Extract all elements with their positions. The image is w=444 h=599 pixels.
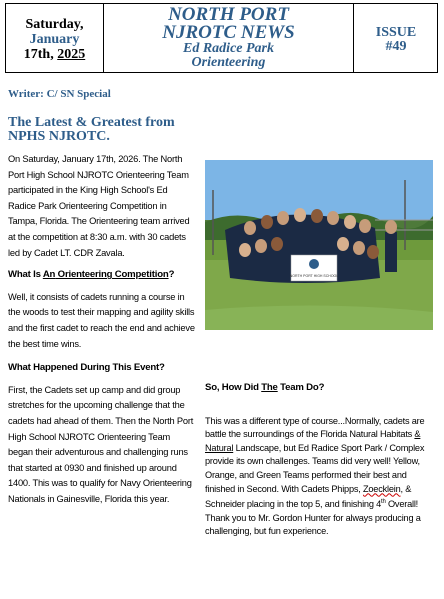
question-heading-3: [205, 381, 435, 395]
answer-paragraph-2: First, the Cadets set up camp and did group stretches for the upcoming challenge that the cadets had ahead of them. Then the North Port High School NJROTC Orienteering Team began their adventurous and challenging runs that started at 0930 and finished up around 1400. This was to qualify for Navy Orienteering Nationals in Gainesville, Florida this year.: [8, 384, 194, 504]
date-day-year: [6, 47, 103, 62]
left-column: [8, 152, 196, 507]
results-misspelled-name: Zoecklein: [362, 483, 401, 494]
writer-byline: Writer: C/ SN Special: [8, 88, 111, 100]
q1-underlined: An: [42, 269, 56, 281]
results-underlined: & Natural: [205, 429, 421, 453]
results-text-1: This was a different type of course...Normally, cadets are battle the surroundings of the Florida Natural Habitats: [205, 415, 425, 440]
results-text-3: , & Schneider placing in the top 5, and finishing 4: [205, 483, 412, 510]
results-superscript: th: [381, 499, 386, 506]
date-day: 17th,: [23, 47, 58, 62]
q3-text-end: Team Do?: [277, 382, 325, 393]
q1-underlined-2: Orienteering Competition: [55, 269, 169, 281]
intro-paragraph: On Saturday, January 17th, 2026. The North Port High School NJROTC Orienteering Team participated in the King High School's Ed Radice Park Orienteering Competition in Tampa, Florida. The Orienteering team arrived at the competition at 8:30 a.m. with 30 cadets led by Cadet LT. CDR Zavala.: [8, 154, 190, 258]
issue-label: ISSUE: [375, 25, 417, 40]
date-weekday: Saturday,: [25, 17, 84, 32]
issue-value: #49: [385, 39, 407, 54]
results-text-4: Overall! Thank you to Mr. Gordon Hunter for always producing a challenging, but fun experience.: [205, 499, 421, 537]
banner-caption: NORTH PORT HIGH SCHOOL: [289, 274, 339, 278]
masthead: [5, 3, 438, 73]
q3-underlined: The: [261, 382, 278, 393]
title-line4: Orienteering: [191, 55, 266, 70]
date-year: 2025: [57, 47, 86, 62]
date-month: January: [29, 32, 80, 47]
article-headline: The Latest & Greatest from NPHS NJROTC.: [8, 115, 175, 144]
issue-date: [6, 4, 104, 72]
title-line2: NJROTC NEWS: [162, 22, 295, 43]
q1-mark: ?: [168, 269, 175, 281]
question-heading-1: [8, 267, 196, 283]
q3-text: So, How Did: [205, 382, 262, 393]
answer-paragraph-1: Well, it consists of cadets running a course in the woods to test their mapping and agility skills and the first cadet to reach the end and achieve the best time wins.: [8, 291, 195, 349]
question-heading-2: What Happened During This Event?: [8, 362, 165, 374]
team-photo: [205, 160, 433, 330]
results-text-2: Landscape, but Ed Radice Sport Park / Complex provide its own challenges. Teams did very well! Yellow, Orange, and Green Teams performed their best and finished in Second. With Cadets Phipps,: [205, 442, 425, 494]
issue-number: [354, 4, 438, 72]
q1-text: What Is: [8, 269, 43, 281]
team-photo-illustration: [205, 160, 433, 330]
right-column: [205, 381, 435, 539]
results-paragraph: [205, 415, 435, 539]
title-line3: Ed Radice Park: [183, 41, 274, 56]
title-line1: NORTH PORT: [168, 4, 289, 25]
newsletter-title: [104, 4, 354, 72]
